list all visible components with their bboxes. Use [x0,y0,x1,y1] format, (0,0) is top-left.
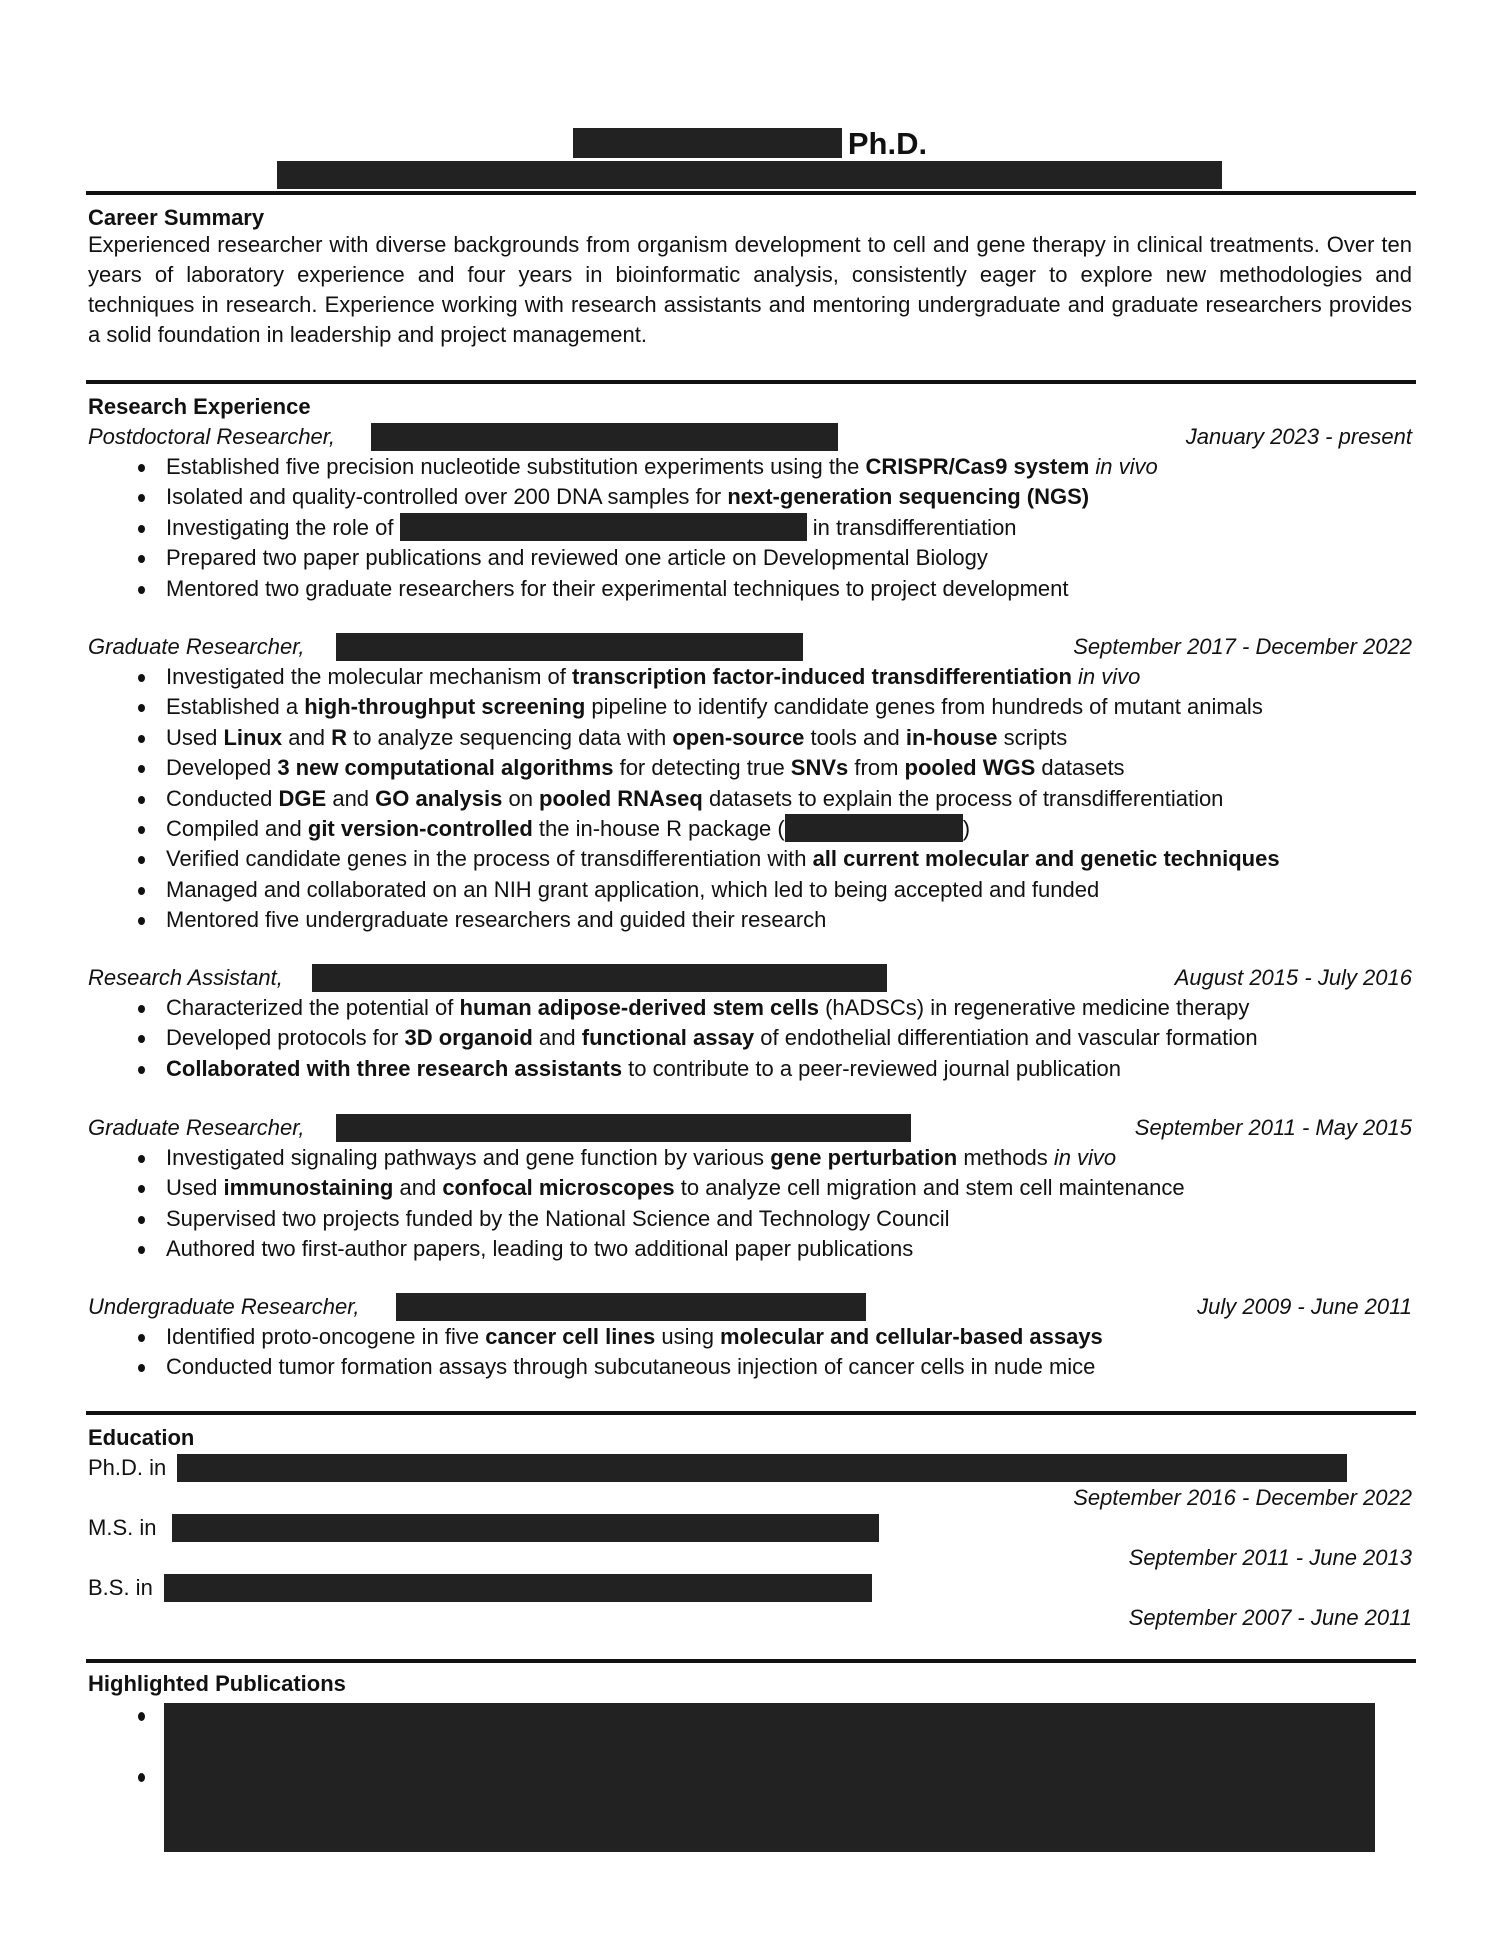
bullet-text: Characterized the potential of [166,995,460,1020]
bullet-item [88,1204,1412,1234]
redacted-program [177,1454,1347,1482]
job-entry [88,1113,1412,1265]
bullet-item [88,543,1412,573]
job-bullets [88,662,1412,936]
section-heading-publications: Highlighted Publications [88,1671,346,1696]
bullet-text: pipeline to identify candidate genes from hundreds of mutant animals [585,694,1263,720]
education-degree [88,1513,1412,1543]
bullet-text: methods [957,1145,1054,1170]
job-date: September 2011 - May 2015 [1134,1115,1412,1140]
job-date: July 2009 - June 2011 [1197,1294,1412,1319]
job-bullets [88,1322,1412,1383]
bullet-item [88,482,1412,512]
section-heading-education: Education [88,1425,195,1450]
bullet-text: on [502,785,540,811]
bullet-item [88,1322,1412,1352]
bullet-text: for detecting true [613,755,791,781]
divider [86,191,1416,195]
bullet-text: Developed protocols for [166,1025,405,1051]
divider [86,1411,1416,1415]
bullet-item [88,753,1412,783]
bullet-text: transcription factor-induced transdifferentiation [571,664,1072,689]
bullet-text: to analyze cell migration and stem cell maintenance [674,1175,1185,1201]
bullet-text: of endothelial differentiation and vascular formation [754,1025,1258,1051]
bullet-text: 3 new computational algorithms [277,755,614,781]
bullet-text: scripts [997,724,1068,750]
bullet-text: Established five precision nucleotide substitution experiments using the [166,454,866,479]
bullet-text: CRISPR/Cas9 system [865,454,1090,479]
bullet-text: Investigating the role of [166,514,400,540]
redacted-contact-info [277,161,1222,189]
job-date: January 2023 - present [1185,424,1412,449]
bullet-text: (hADSCs) in regenerative medicine therapy [818,995,1250,1020]
bullet-text: R [331,724,347,750]
bullet-text: in vivo [1089,454,1158,479]
bullet-text: ) [962,815,971,841]
bullet-text: datasets to explain the process of transdifferentiation [702,785,1224,811]
bullet-text: and [282,724,332,750]
job-title: Research Assistant, [88,965,283,990]
bullet-text: pooled WGS [904,755,1036,781]
bullet-item [88,513,1412,543]
degree-label: M.S. in [88,1515,157,1540]
education-list [88,1453,1412,1633]
job-date: September 2017 - December 2022 [1073,634,1412,659]
divider [86,1659,1416,1663]
bullet-text: Developed [166,755,278,781]
redacted-text [400,513,807,541]
bullet-text: Linux [223,724,283,750]
redacted-institution [312,964,887,992]
bullet-text: Supervised two projects funded by the National Science and Technology Council [166,1205,950,1231]
bullet-item [88,723,1412,753]
bullet-item [88,844,1412,874]
bullet-text: from [848,755,905,781]
bullet-item [88,1173,1412,1203]
bullet-text: SNVs [790,755,849,781]
bullet-item [88,784,1412,814]
bullet-text: all current molecular and genetic techniques [812,846,1280,872]
bullet-text: high-throughput screening [304,694,586,720]
bullet-text: next-generation sequencing (NGS) [727,484,1090,510]
name-suffix: Ph.D. [847,126,928,161]
bullet-text: Investigated the molecular mechanism of [166,664,572,689]
bullet-text: in-house [905,724,998,750]
divider [86,380,1416,384]
bullet-text: gene perturbation [770,1145,958,1170]
bullet-item [88,1054,1412,1084]
bullet-text: in vivo [1071,664,1141,689]
bullet-text: Collaborated with three research assistants [166,1055,623,1081]
bullet-text: molecular and cellular-based assays [720,1324,1103,1349]
redacted-program [172,1514,879,1542]
bullet-text: Used [166,1175,224,1201]
bullet-text: Established a [166,694,305,720]
job-title: Undergraduate Researcher, [88,1294,360,1319]
bullet-text: Prepared two paper publications and reviewed one article on Developmental Biology [166,545,988,571]
bullet-item [88,1234,1412,1264]
bullet-text: tools and [804,724,906,750]
job-header [88,1113,1412,1143]
bullet-text: DGE [278,785,327,811]
job-header [88,1292,1412,1322]
bullet-text: immunostaining [223,1175,394,1201]
candidate-name [0,124,1500,164]
bullet-item [88,1143,1412,1173]
bullet-text: GO analysis [375,785,503,811]
bullet-text: Investigated signaling pathways and gene function by various [166,1145,771,1170]
redacted-publications [164,1703,1375,1852]
bullet-text: datasets [1035,755,1125,781]
bullet-item [88,1023,1412,1053]
job-entry [88,422,1412,604]
job-date: August 2015 - July 2016 [1174,965,1412,990]
publication-bullet [138,1773,145,1782]
bullet-text: the in-house R package ( [532,815,785,841]
bullet-item [88,692,1412,722]
bullet-item [88,574,1412,604]
redacted-institution [371,423,838,451]
job-header [88,963,1412,993]
job-title: Graduate Researcher, [88,1115,305,1140]
bullet-text: Conducted [166,785,279,811]
bullet-item [88,993,1412,1023]
job-entry [88,963,1412,1084]
job-entry [88,632,1412,936]
education-date: September 2016 - December 2022 [1073,1485,1412,1510]
bullet-text: and [532,1025,582,1051]
bullet-text: in vivo [1053,1145,1117,1170]
bullet-text: Managed and collaborated on an NIH grant application, which led to being accepted and funded [166,876,1100,902]
bullet-text: open-source [672,724,805,750]
bullet-text: Mentored five undergraduate researchers and guided their research [166,907,827,933]
publication-bullet [138,1712,145,1721]
bullet-text: Used [166,724,224,750]
education-degree [88,1573,1412,1603]
bullet-text: to contribute to a peer-reviewed journal publication [622,1055,1122,1081]
bullet-item [88,814,1412,844]
education-degree [88,1453,1412,1483]
bullet-item [88,875,1412,905]
education-date: September 2007 - June 2011 [1128,1605,1412,1630]
bullet-text: Conducted tumor formation assays through subcutaneous injection of cancer cells in nude mice [166,1354,1096,1380]
bullet-text: Identified proto-oncogene in five [166,1324,486,1349]
degree-label: B.S. in [88,1575,153,1600]
bullet-text: Mentored two graduate researchers for their experimental techniques to project development [166,575,1069,601]
bullet-text: human adipose-derived stem cells [459,995,819,1020]
redacted-program [164,1574,872,1602]
bullet-text: pooled RNAseq [539,785,703,811]
redacted-institution [396,1293,866,1321]
redacted-institution [336,1114,911,1142]
bullet-text: Authored two first-author papers, leading to two additional paper publications [166,1236,914,1262]
education-date: September 2011 - June 2013 [1128,1545,1412,1570]
job-title: Graduate Researcher, [88,634,305,659]
bullet-text: using [655,1324,721,1349]
job-header [88,632,1412,662]
redacted-institution [336,633,803,661]
section-heading-experience: Research Experience [88,394,311,419]
bullet-text: functional assay [581,1025,755,1051]
bullet-text: 3D organoid [404,1025,533,1051]
bullet-text: git version-controlled [307,815,533,841]
job-bullets [88,1143,1412,1265]
bullet-text: and [393,1175,443,1201]
job-header [88,422,1412,452]
redacted-text [785,814,963,842]
career-summary-text: Experienced researcher with diverse backgrounds from organism development to cell and gene therapy in clinical treatments. Over ten years of laboratory experience and four years in bioinformatic analysis, consistently eager to explore new methodologies and techniques in research. Experience working with research assistants and mentoring undergraduate and graduate researchers provides a solid foundation in leadership and project management. [88,232,1412,347]
bullet-text: cancer cell lines [485,1324,656,1349]
bullet-item [88,452,1412,482]
bullet-item [88,1352,1412,1382]
bullet-item [88,905,1412,935]
degree-label: Ph.D. in [88,1455,167,1480]
redacted-name [573,128,842,158]
job-bullets [88,993,1412,1084]
section-heading-summary: Career Summary [88,205,265,230]
bullet-text: to analyze sequencing data with [346,724,673,750]
job-bullets [88,452,1412,604]
bullet-item [88,662,1412,692]
bullet-text: Compiled and [166,815,308,841]
job-title: Postdoctoral Researcher, [88,424,336,449]
bullet-text: confocal microscopes [442,1175,675,1201]
bullet-text: and [326,785,376,811]
bullet-text: in transdifferentiation [806,514,1017,540]
job-entry [88,1292,1412,1383]
bullet-text: Isolated and quality-controlled over 200 DNA samples for [166,484,728,510]
bullet-text: Verified candidate genes in the process of transdifferentiation with [166,846,813,872]
